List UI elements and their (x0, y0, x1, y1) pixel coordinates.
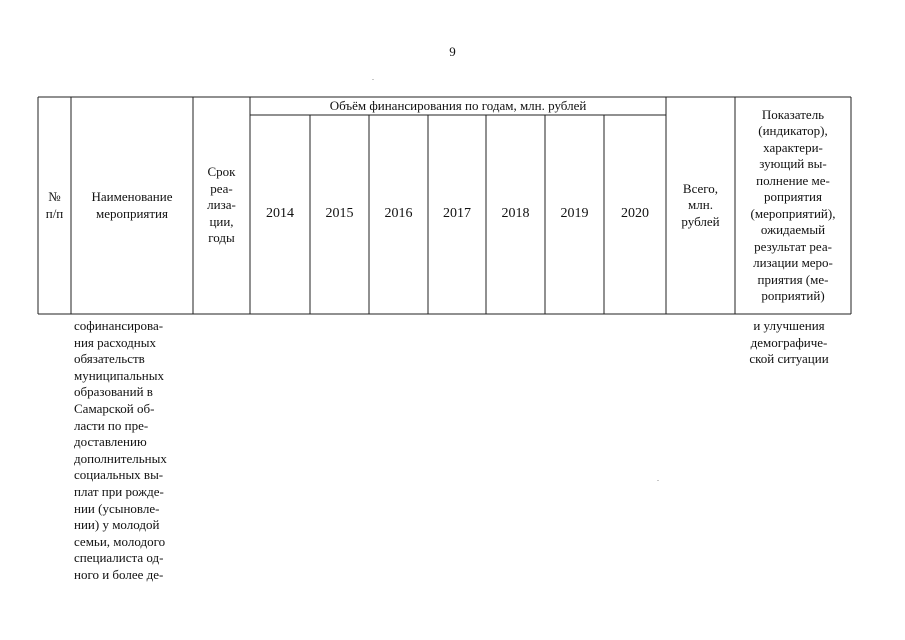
header-name (71, 97, 193, 314)
row-name-line: специалиста од- (74, 550, 164, 566)
header-total-line: Всего, (682, 180, 719, 196)
header-year-2019: 2019 (560, 206, 589, 222)
row-name-line: обязательств (74, 351, 145, 367)
row-name-line: ласти по пре- (74, 417, 149, 433)
header-total-line: рублей (681, 213, 720, 229)
header-indicator-line: роприятия (763, 189, 822, 204)
header-indicator-line: лизации меро- (753, 255, 833, 270)
row-name-line: муниципальных (74, 367, 165, 383)
header-number-line: № (48, 189, 61, 204)
header-indicator-line: зующий вы- (759, 156, 827, 171)
header-funding-group: Объём финансирования по годам, млн. рублей (329, 97, 587, 113)
header-term-line: Срок (207, 164, 236, 180)
header-indicator-line: Показатель (761, 106, 825, 122)
row-name-line: плат при рожде- (74, 483, 164, 499)
header-term-line: годы (208, 230, 235, 246)
header-year-2018: 2018 (501, 206, 530, 222)
header-number-line: п/п (45, 205, 64, 221)
row-name-line: нии) у молодой (74, 517, 160, 533)
header-name-line: Наименование (91, 189, 173, 204)
row-name-line: социальных вы- (74, 467, 164, 483)
header-indicator-line: ожидаемый (760, 222, 826, 237)
header-year-2017: 2017 (443, 206, 471, 222)
header-indicator-line: роприятий) (761, 288, 825, 303)
row-name-line: дополнительных (74, 450, 167, 466)
header-indicator-line: (индикатор), (758, 123, 828, 138)
header-year-2020: 2020 (621, 206, 649, 222)
row-name-line: софинансирова- (74, 318, 164, 333)
row-indicator-cell (736, 318, 842, 368)
row-name-line: Самарской об- (74, 400, 155, 416)
header-name-line: мероприятия (95, 205, 168, 221)
header-year-2016: 2016 (384, 206, 413, 222)
scan-speck (372, 79, 374, 80)
row-name-line: ного и более де- (74, 566, 164, 582)
scan-speck (657, 480, 659, 481)
header-term-line: реа- (210, 180, 233, 196)
header-indicator-line: характери- (763, 139, 823, 155)
row-name-line: образований в (74, 384, 153, 400)
header-total (666, 97, 735, 314)
header-indicator-line: полнение ме- (756, 172, 830, 188)
row-indicator-line: ской ситуации (749, 351, 829, 367)
header-indicator-line: приятия (ме- (757, 271, 829, 287)
page-number: 9 (449, 44, 456, 59)
header-year-2015: 2015 (325, 206, 354, 222)
header-term-line: ции, (209, 213, 234, 229)
row-name-line: ния расходных (74, 334, 156, 350)
row-name-cell (74, 318, 190, 584)
header-total-line: млн. (688, 197, 713, 213)
row-name-line: нии (усыновле- (74, 500, 160, 516)
row-indicator-line: демографиче- (750, 334, 828, 350)
header-term (193, 97, 250, 314)
header-term-line: лиза- (207, 197, 236, 213)
header-indicator-line: (мероприятий), (750, 205, 836, 221)
row-name-line: семьи, молодого (74, 533, 166, 549)
header-number (38, 97, 71, 314)
row-name-line: доставлению (74, 434, 147, 450)
row-indicator-line: и улучшения (753, 318, 825, 333)
header-year-2014: 2014 (266, 206, 294, 222)
header-indicator-line: результат реа- (754, 238, 832, 254)
header-indicator (735, 97, 851, 314)
